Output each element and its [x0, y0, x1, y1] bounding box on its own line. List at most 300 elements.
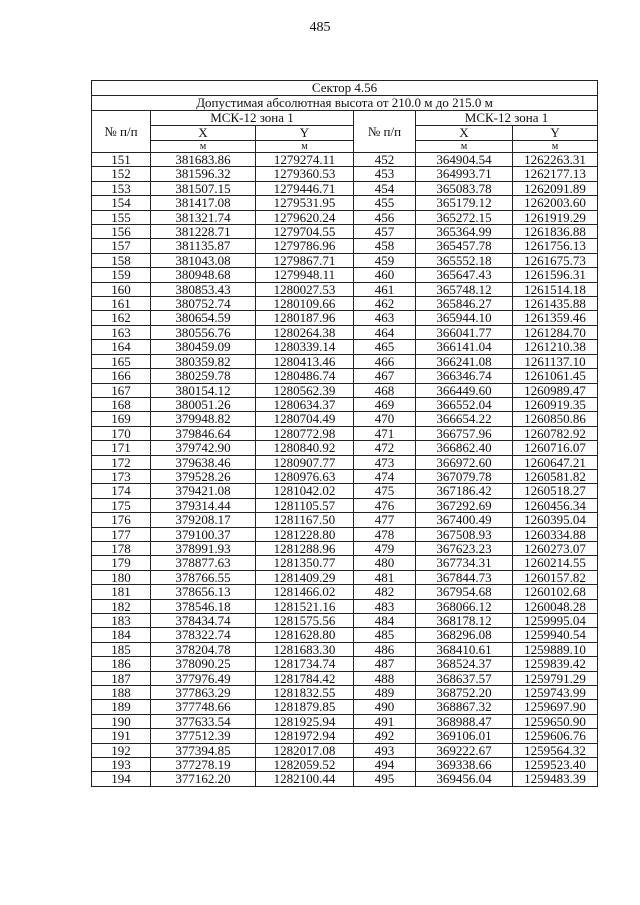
y-coordinate-cell: 1281575.56: [256, 614, 354, 628]
x-coordinate-cell: 369106.01: [416, 729, 513, 743]
table-row: [92, 268, 598, 282]
table-row: [92, 153, 598, 167]
x-coordinate-cell: 377633.54: [151, 714, 256, 728]
x-coordinate-cell: 380853.43: [151, 282, 256, 296]
y-coordinate-cell: 1261435.88: [513, 297, 598, 311]
x-coordinate-cell: 378322.74: [151, 628, 256, 642]
y-coordinate-cell: 1261675.73: [513, 253, 598, 267]
table-row: [92, 729, 598, 743]
y-coordinate-cell: 1279620.24: [256, 210, 354, 224]
point-number-cell: 482: [354, 585, 416, 599]
point-number-cell: 176: [92, 513, 151, 527]
table-row: [92, 772, 598, 786]
table-row: [92, 614, 598, 628]
y-coordinate-cell: 1261284.70: [513, 325, 598, 339]
point-number-cell: 479: [354, 541, 416, 555]
y-coordinate-cell: 1261061.45: [513, 369, 598, 383]
y-coordinate-cell: 1281288.96: [256, 541, 354, 555]
table-row: [92, 383, 598, 397]
y-coordinate-cell: 1260102.68: [513, 585, 598, 599]
x-coordinate-cell: 367844.73: [416, 570, 513, 584]
y-coordinate-cell: 1281167.50: [256, 513, 354, 527]
x-coordinate-cell: 377976.49: [151, 671, 256, 685]
x-coordinate-cell: 381417.08: [151, 196, 256, 210]
table-row: [92, 570, 598, 584]
x-coordinate-cell: 365364.99: [416, 225, 513, 239]
y-coordinate-cell: 1260456.34: [513, 498, 598, 512]
table-row: [92, 311, 598, 325]
point-number-cell: 191: [92, 729, 151, 743]
point-number-cell: 151: [92, 153, 151, 167]
point-number-cell: 180: [92, 570, 151, 584]
x-coordinate-cell: 381507.15: [151, 181, 256, 195]
point-number-cell: 155: [92, 210, 151, 224]
x-coordinate-cell: 367623.23: [416, 541, 513, 555]
y-coordinate-cell: 1261210.38: [513, 340, 598, 354]
left-num-header: № п/п: [92, 111, 151, 153]
table-row: [92, 714, 598, 728]
x-coordinate-cell: 364904.54: [416, 153, 513, 167]
point-number-cell: 493: [354, 743, 416, 757]
x-coordinate-cell: 365457.78: [416, 239, 513, 253]
x-coordinate-cell: 365647.43: [416, 268, 513, 282]
point-number-cell: 480: [354, 556, 416, 570]
point-number-cell: 154: [92, 196, 151, 210]
y-coordinate-cell: 1282100.44: [256, 772, 354, 786]
right-x-header: X: [416, 126, 513, 141]
x-coordinate-cell: 366041.77: [416, 325, 513, 339]
x-coordinate-cell: 378434.74: [151, 614, 256, 628]
y-coordinate-cell: 1259483.39: [513, 772, 598, 786]
y-coordinate-cell: 1259889.10: [513, 642, 598, 656]
point-number-cell: 467: [354, 369, 416, 383]
x-coordinate-cell: 365272.15: [416, 210, 513, 224]
point-number-cell: 170: [92, 426, 151, 440]
y-coordinate-cell: 1260581.82: [513, 469, 598, 483]
y-coordinate-cell: 1261137.10: [513, 354, 598, 368]
y-coordinate-cell: 1260334.88: [513, 527, 598, 541]
y-coordinate-cell: 1281105.57: [256, 498, 354, 512]
table-row: [92, 686, 598, 700]
x-coordinate-cell: 380459.09: [151, 340, 256, 354]
x-coordinate-cell: 368524.37: [416, 657, 513, 671]
y-coordinate-cell: 1281042.02: [256, 484, 354, 498]
y-coordinate-cell: 1281734.74: [256, 657, 354, 671]
point-number-cell: 158: [92, 253, 151, 267]
x-coordinate-cell: 368066.12: [416, 599, 513, 613]
point-number-cell: 193: [92, 758, 151, 772]
y-coordinate-cell: 1281972.94: [256, 729, 354, 743]
x-coordinate-cell: 381135.87: [151, 239, 256, 253]
y-coordinate-cell: 1261596.31: [513, 268, 598, 282]
y-coordinate-cell: 1259606.76: [513, 729, 598, 743]
y-coordinate-cell: 1280772.98: [256, 426, 354, 440]
x-coordinate-cell: 369222.67: [416, 743, 513, 757]
point-number-cell: 181: [92, 585, 151, 599]
coordinates-table: [91, 80, 598, 787]
point-number-cell: 495: [354, 772, 416, 786]
table-row: [92, 556, 598, 570]
y-coordinate-cell: 1279274.11: [256, 153, 354, 167]
y-coordinate-cell: 1260716.07: [513, 441, 598, 455]
y-coordinate-cell: 1279948.11: [256, 268, 354, 282]
x-coordinate-cell: 366654.22: [416, 412, 513, 426]
x-coordinate-cell: 380556.76: [151, 325, 256, 339]
y-coordinate-cell: 1261919.29: [513, 210, 598, 224]
y-coordinate-cell: 1281879.85: [256, 700, 354, 714]
point-number-cell: 192: [92, 743, 151, 757]
x-coordinate-cell: 380154.12: [151, 383, 256, 397]
table-row: [92, 484, 598, 498]
x-coordinate-cell: 368296.08: [416, 628, 513, 642]
x-coordinate-cell: 367954.68: [416, 585, 513, 599]
x-coordinate-cell: 366449.60: [416, 383, 513, 397]
x-coordinate-cell: 365179.12: [416, 196, 513, 210]
point-number-cell: 159: [92, 268, 151, 282]
table-row: [92, 758, 598, 772]
point-number-cell: 194: [92, 772, 151, 786]
left-x-unit: м: [151, 141, 256, 153]
table-row: [92, 671, 598, 685]
x-coordinate-cell: 368410.61: [416, 642, 513, 656]
point-number-cell: 168: [92, 397, 151, 411]
x-coordinate-cell: 379948.82: [151, 412, 256, 426]
x-coordinate-cell: 369456.04: [416, 772, 513, 786]
x-coordinate-cell: 380359.82: [151, 354, 256, 368]
table-row: [92, 700, 598, 714]
table-row: [92, 369, 598, 383]
point-number-cell: 491: [354, 714, 416, 728]
point-number-cell: 457: [354, 225, 416, 239]
point-number-cell: 174: [92, 484, 151, 498]
x-coordinate-cell: 379742.90: [151, 441, 256, 455]
y-coordinate-cell: 1260048.28: [513, 599, 598, 613]
point-number-cell: 156: [92, 225, 151, 239]
table-row: [92, 498, 598, 512]
y-coordinate-cell: 1261756.13: [513, 239, 598, 253]
x-coordinate-cell: 367508.93: [416, 527, 513, 541]
point-number-cell: 163: [92, 325, 151, 339]
point-number-cell: 466: [354, 354, 416, 368]
table-row: [92, 196, 598, 210]
y-coordinate-cell: 1261836.88: [513, 225, 598, 239]
y-coordinate-cell: 1281409.29: [256, 570, 354, 584]
x-coordinate-cell: 366241.08: [416, 354, 513, 368]
point-number-cell: 171: [92, 441, 151, 455]
point-number-cell: 172: [92, 455, 151, 469]
left-system-header: МСК-12 зона 1: [151, 111, 354, 126]
x-coordinate-cell: 365748.12: [416, 282, 513, 296]
table-row: [92, 325, 598, 339]
x-coordinate-cell: 378546.18: [151, 599, 256, 613]
y-coordinate-cell: 1279867.71: [256, 253, 354, 267]
point-number-cell: 470: [354, 412, 416, 426]
point-number-cell: 173: [92, 469, 151, 483]
x-coordinate-cell: 367079.78: [416, 469, 513, 483]
y-coordinate-cell: 1279531.95: [256, 196, 354, 210]
point-number-cell: 460: [354, 268, 416, 282]
point-number-cell: 454: [354, 181, 416, 195]
table-row: [92, 210, 598, 224]
point-number-cell: 474: [354, 469, 416, 483]
point-number-cell: 494: [354, 758, 416, 772]
x-coordinate-cell: 366141.04: [416, 340, 513, 354]
point-number-cell: 152: [92, 167, 151, 181]
y-coordinate-cell: 1259650.90: [513, 714, 598, 728]
y-coordinate-cell: 1259697.90: [513, 700, 598, 714]
x-coordinate-cell: 377512.39: [151, 729, 256, 743]
y-coordinate-cell: 1281925.94: [256, 714, 354, 728]
x-coordinate-cell: 380051.26: [151, 397, 256, 411]
y-coordinate-cell: 1262263.31: [513, 153, 598, 167]
point-number-cell: 487: [354, 657, 416, 671]
point-number-cell: 177: [92, 527, 151, 541]
point-number-cell: 469: [354, 397, 416, 411]
point-number-cell: 185: [92, 642, 151, 656]
y-coordinate-cell: 1260647.21: [513, 455, 598, 469]
point-number-cell: 461: [354, 282, 416, 296]
right-y-header: Y: [513, 126, 598, 141]
point-number-cell: 477: [354, 513, 416, 527]
page-number: 485: [309, 20, 331, 35]
x-coordinate-cell: 368867.32: [416, 700, 513, 714]
x-coordinate-cell: 366862.40: [416, 441, 513, 455]
point-number-cell: 485: [354, 628, 416, 642]
right-num-header: № п/п: [354, 111, 416, 153]
x-coordinate-cell: 368178.12: [416, 614, 513, 628]
point-number-cell: 187: [92, 671, 151, 685]
x-coordinate-cell: 379638.46: [151, 455, 256, 469]
point-number-cell: 189: [92, 700, 151, 714]
y-coordinate-cell: 1260214.55: [513, 556, 598, 570]
point-number-cell: 162: [92, 311, 151, 325]
x-coordinate-cell: 379314.44: [151, 498, 256, 512]
table-row: [92, 628, 598, 642]
point-number-cell: 453: [354, 167, 416, 181]
y-coordinate-cell: 1262091.89: [513, 181, 598, 195]
y-coordinate-cell: 1259791.29: [513, 671, 598, 685]
point-number-cell: 465: [354, 340, 416, 354]
point-number-cell: 488: [354, 671, 416, 685]
x-coordinate-cell: 377394.85: [151, 743, 256, 757]
table-row: [92, 282, 598, 296]
y-coordinate-cell: 1261359.46: [513, 311, 598, 325]
x-coordinate-cell: 367734.31: [416, 556, 513, 570]
x-coordinate-cell: 380654.59: [151, 311, 256, 325]
left-y-unit: м: [256, 141, 354, 153]
point-number-cell: 165: [92, 354, 151, 368]
point-number-cell: 169: [92, 412, 151, 426]
x-coordinate-cell: 379421.08: [151, 484, 256, 498]
y-coordinate-cell: 1261514.18: [513, 282, 598, 296]
table-row: [92, 585, 598, 599]
left-x-header: X: [151, 126, 256, 141]
x-coordinate-cell: 379208.17: [151, 513, 256, 527]
table-row: [92, 167, 598, 181]
table-row: [92, 225, 598, 239]
point-number-cell: 464: [354, 325, 416, 339]
point-number-cell: 164: [92, 340, 151, 354]
point-number-cell: 490: [354, 700, 416, 714]
point-number-cell: 478: [354, 527, 416, 541]
x-coordinate-cell: 365846.27: [416, 297, 513, 311]
point-number-cell: 459: [354, 253, 416, 267]
x-coordinate-cell: 379528.26: [151, 469, 256, 483]
x-coordinate-cell: 381228.71: [151, 225, 256, 239]
point-number-cell: 179: [92, 556, 151, 570]
x-coordinate-cell: 381321.74: [151, 210, 256, 224]
y-coordinate-cell: 1279704.55: [256, 225, 354, 239]
point-number-cell: 190: [92, 714, 151, 728]
point-number-cell: 186: [92, 657, 151, 671]
point-number-cell: 153: [92, 181, 151, 195]
y-coordinate-cell: 1280264.38: [256, 325, 354, 339]
y-coordinate-cell: 1280840.92: [256, 441, 354, 455]
point-number-cell: 455: [354, 196, 416, 210]
point-number-cell: 481: [354, 570, 416, 584]
table-row: [92, 297, 598, 311]
point-number-cell: 473: [354, 455, 416, 469]
right-y-unit: м: [513, 141, 598, 153]
point-number-cell: 175: [92, 498, 151, 512]
table-row: [92, 743, 598, 757]
x-coordinate-cell: 378090.25: [151, 657, 256, 671]
x-coordinate-cell: 379846.64: [151, 426, 256, 440]
table-row: [92, 412, 598, 426]
table-row: [92, 642, 598, 656]
y-coordinate-cell: 1281350.77: [256, 556, 354, 570]
x-coordinate-cell: 378766.55: [151, 570, 256, 584]
table-row: [92, 340, 598, 354]
y-coordinate-cell: 1282017.08: [256, 743, 354, 757]
x-coordinate-cell: 377863.29: [151, 686, 256, 700]
point-number-cell: 484: [354, 614, 416, 628]
x-coordinate-cell: 368637.57: [416, 671, 513, 685]
x-coordinate-cell: 367186.42: [416, 484, 513, 498]
x-coordinate-cell: 380752.74: [151, 297, 256, 311]
x-coordinate-cell: 365083.78: [416, 181, 513, 195]
y-coordinate-cell: 1280907.77: [256, 455, 354, 469]
point-number-cell: 475: [354, 484, 416, 498]
table-row: [92, 426, 598, 440]
x-coordinate-cell: 377278.19: [151, 758, 256, 772]
table-row: [92, 513, 598, 527]
right-system-header: МСК-12 зона 1: [416, 111, 598, 126]
y-coordinate-cell: 1280562.39: [256, 383, 354, 397]
y-coordinate-cell: 1262177.13: [513, 167, 598, 181]
point-number-cell: 178: [92, 541, 151, 555]
y-coordinate-cell: 1259523.40: [513, 758, 598, 772]
y-coordinate-cell: 1259995.04: [513, 614, 598, 628]
x-coordinate-cell: 364993.71: [416, 167, 513, 181]
y-coordinate-cell: 1259743.99: [513, 686, 598, 700]
x-coordinate-cell: 378656.13: [151, 585, 256, 599]
point-number-cell: 483: [354, 599, 416, 613]
y-coordinate-cell: 1259839.42: [513, 657, 598, 671]
x-coordinate-cell: 365944.10: [416, 311, 513, 325]
x-coordinate-cell: 367400.49: [416, 513, 513, 527]
y-coordinate-cell: 1279360.53: [256, 167, 354, 181]
x-coordinate-cell: 365552.18: [416, 253, 513, 267]
y-coordinate-cell: 1280109.66: [256, 297, 354, 311]
y-coordinate-cell: 1281784.42: [256, 671, 354, 685]
point-number-cell: 462: [354, 297, 416, 311]
point-number-cell: 472: [354, 441, 416, 455]
table-row: [92, 441, 598, 455]
point-number-cell: 182: [92, 599, 151, 613]
y-coordinate-cell: 1260395.04: [513, 513, 598, 527]
y-coordinate-cell: 1259940.54: [513, 628, 598, 642]
table-row: [92, 239, 598, 253]
table-row: [92, 253, 598, 267]
x-coordinate-cell: 380259.78: [151, 369, 256, 383]
point-number-cell: 458: [354, 239, 416, 253]
x-coordinate-cell: 379100.37: [151, 527, 256, 541]
table-row: [92, 354, 598, 368]
point-number-cell: 188: [92, 686, 151, 700]
y-coordinate-cell: 1282059.52: [256, 758, 354, 772]
y-coordinate-cell: 1280704.49: [256, 412, 354, 426]
x-coordinate-cell: 368988.47: [416, 714, 513, 728]
table-row: [92, 541, 598, 555]
point-number-cell: 157: [92, 239, 151, 253]
x-coordinate-cell: 380948.68: [151, 268, 256, 282]
y-coordinate-cell: 1262003.60: [513, 196, 598, 210]
x-coordinate-cell: 381043.08: [151, 253, 256, 267]
y-coordinate-cell: 1259564.32: [513, 743, 598, 757]
point-number-cell: 471: [354, 426, 416, 440]
y-coordinate-cell: 1280634.37: [256, 397, 354, 411]
table-row: [92, 599, 598, 613]
sector-title: Сектор 4.56: [92, 81, 598, 96]
x-coordinate-cell: 366346.74: [416, 369, 513, 383]
table-row: [92, 455, 598, 469]
y-coordinate-cell: 1280027.53: [256, 282, 354, 296]
x-coordinate-cell: 366972.60: [416, 455, 513, 469]
point-number-cell: 452: [354, 153, 416, 167]
x-coordinate-cell: 377162.20: [151, 772, 256, 786]
x-coordinate-cell: 378204.78: [151, 642, 256, 656]
y-coordinate-cell: 1280339.14: [256, 340, 354, 354]
point-number-cell: 456: [354, 210, 416, 224]
y-coordinate-cell: 1281628.80: [256, 628, 354, 642]
point-number-cell: 476: [354, 498, 416, 512]
y-coordinate-cell: 1281683.30: [256, 642, 354, 656]
table-header: [92, 81, 598, 153]
y-coordinate-cell: 1260157.82: [513, 570, 598, 584]
left-y-header: Y: [256, 126, 354, 141]
point-number-cell: 161: [92, 297, 151, 311]
point-number-cell: 463: [354, 311, 416, 325]
x-coordinate-cell: 378991.93: [151, 541, 256, 555]
height-caption: Допустимая абсолютная высота от 210.0 м до 215.0 м: [92, 96, 598, 111]
x-coordinate-cell: 366552.04: [416, 397, 513, 411]
x-coordinate-cell: 381596.32: [151, 167, 256, 181]
y-coordinate-cell: 1260989.47: [513, 383, 598, 397]
point-number-cell: 486: [354, 642, 416, 656]
table-row: [92, 657, 598, 671]
y-coordinate-cell: 1280486.74: [256, 369, 354, 383]
right-x-unit: м: [416, 141, 513, 153]
x-coordinate-cell: 381683.86: [151, 153, 256, 167]
y-coordinate-cell: 1260850.86: [513, 412, 598, 426]
x-coordinate-cell: 369338.66: [416, 758, 513, 772]
y-coordinate-cell: 1260273.07: [513, 541, 598, 555]
y-coordinate-cell: 1280976.63: [256, 469, 354, 483]
point-number-cell: 183: [92, 614, 151, 628]
y-coordinate-cell: 1280413.46: [256, 354, 354, 368]
y-coordinate-cell: 1260782.92: [513, 426, 598, 440]
